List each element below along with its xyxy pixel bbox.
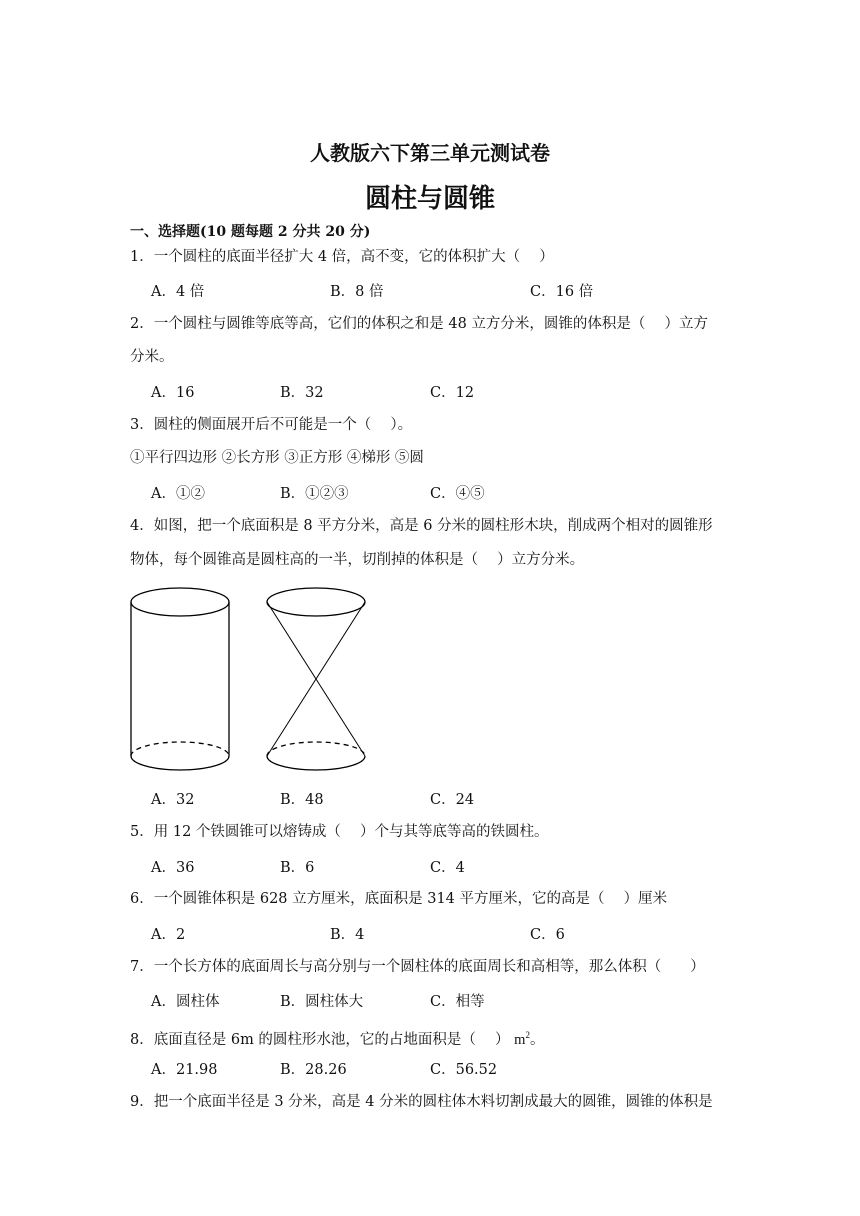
cylinder-drawing (131, 588, 229, 770)
q2-option-b: B．32 (280, 385, 324, 401)
question-1-text: 1．一个圆柱的底面半径扩大 4 倍，高不变，它的体积扩大（ ） (130, 249, 554, 265)
q5-option-c: C．4 (430, 860, 465, 876)
q4-option-a: A．32 (151, 792, 195, 808)
cone-bottom-back-dashed (267, 742, 365, 756)
cylinder-top-ellipse (131, 588, 229, 616)
q7-option-a: A．圆柱体 (151, 994, 220, 1010)
q3-option-a: A．①② (151, 486, 205, 502)
q2-option-c: C．12 (430, 385, 475, 401)
question-9-text: 9．把一个底面半径是 3 分米，高是 4 分米的圆柱体木料切割成最大的圆锥，圆锥的体积是 (130, 1094, 713, 1110)
cylinder-cone-figure (120, 580, 400, 780)
q4-option-b: B．48 (280, 792, 324, 808)
double-cone-drawing (267, 588, 365, 770)
question-4-text: 4．如图，把一个底面积是 8 平方分米，高是 6 分米的圆柱形木块，削成两个相对的圆锥形 (130, 518, 713, 534)
q6-option-a: A．2 (151, 927, 186, 943)
q7-option-b: B．圆柱体大 (280, 994, 364, 1010)
q8-option-a: A．21.98 (151, 1062, 218, 1078)
q5-option-b: B．6 (280, 860, 315, 876)
q8-option-c: C．56.52 (430, 1062, 498, 1078)
q5-option-a: A．36 (151, 860, 195, 876)
q6-option-b: B．4 (330, 927, 365, 943)
question-3-text: 3．圆柱的侧面展开后不可能是一个（ ）。 (130, 417, 413, 433)
cone-top-ellipse (267, 588, 365, 616)
unit-square-meter: $m^2$ (514, 1030, 530, 1048)
question-3-choices: ①平行四边形 ②长方形 ③正方形 ④梯形 ⑤圆 (130, 450, 424, 466)
question-4-text-cont: 物体，每个圆锥高是圆柱高的一半，切削掉的体积是（ ）立方分米。 (130, 552, 585, 568)
section-heading: 一、选择题(10 题每题 2 分共 20 分) (130, 224, 371, 240)
q1-option-b: B．8 倍 (330, 284, 384, 300)
question-5-text: 5．用 12 个铁圆锥可以熔铸成（ ）个与其等底等高的铁圆柱。 (130, 824, 549, 840)
page-subtitle: 圆柱与圆锥 (364, 184, 495, 214)
q8-option-b: B．28.26 (280, 1062, 347, 1078)
question-6-text: 6．一个圆锥体积是 628 立方厘米，底面积是 314 平方厘米，它的高是（ ）厘米 (130, 891, 668, 907)
q2-option-a: A．16 (151, 385, 195, 401)
cylinder-bottom-back-dashed (131, 742, 229, 756)
cone-bottom-front (267, 756, 365, 770)
q1-option-a: A．4 倍 (151, 284, 205, 300)
q1-option-c: C．16 倍 (530, 284, 594, 300)
cylinder-bottom-front (131, 756, 229, 770)
q3-option-c: C．④⑤ (430, 486, 485, 502)
q6-option-c: C．6 (530, 927, 565, 943)
question-2-text: 2．一个圆柱与圆锥等底等高，它们的体积之和是 48 立方分米，圆锥的体积是（ ）立方 (130, 316, 709, 332)
question-2-text-cont: 分米。 (130, 349, 174, 365)
q3-option-b: B．①②③ (280, 486, 349, 502)
page-title: 人教版六下第三单元测试卷 (310, 141, 550, 165)
q7-option-c: C．相等 (430, 994, 485, 1010)
question-7-text: 7．一个长方体的底面周长与高分别与一个圆柱体的底面周长和高相等，那么体积（ ） (130, 959, 705, 975)
question-8-text: 8．底面直径是 6m 的圆柱形水池，它的占地面积是（ ） $m^2$。 (130, 1030, 545, 1048)
q4-option-c: C．24 (430, 792, 475, 808)
